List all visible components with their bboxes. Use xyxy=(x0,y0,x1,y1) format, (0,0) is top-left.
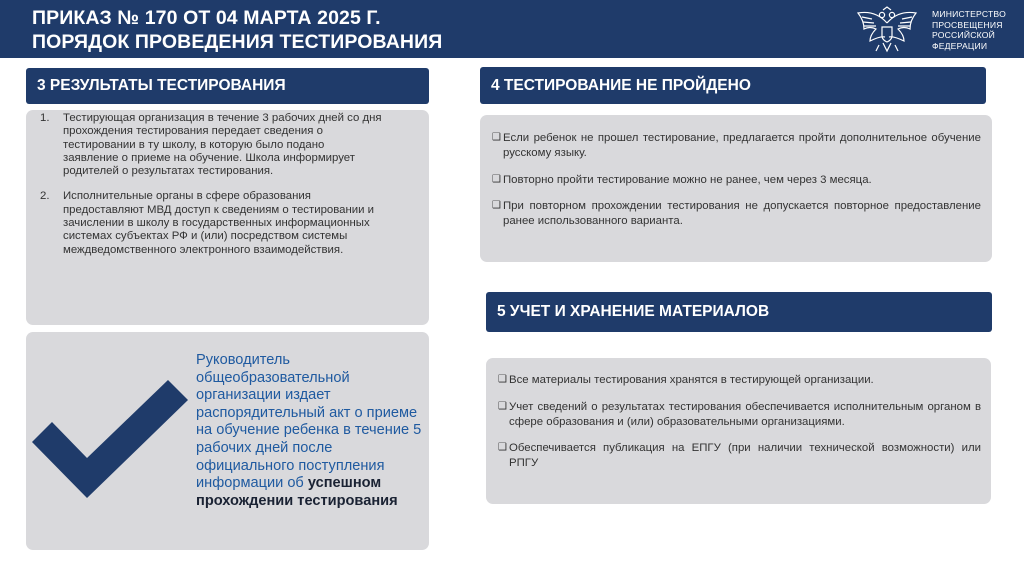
list-item xyxy=(498,441,981,471)
list-item xyxy=(498,373,981,388)
ministry-line-4: ФЕДЕРАЦИИ xyxy=(932,40,988,51)
section-5-title: 5 УЧЕТ И ХРАНЕНИЕ МАТЕРИАЛОВ xyxy=(497,303,770,320)
bullet-text: Все материалы тестирования хранятся в тестирующей организации. xyxy=(509,374,874,386)
section-5-bullet-list xyxy=(498,373,981,471)
director-act-text xyxy=(196,352,426,510)
list-item-number: 2. xyxy=(40,190,50,203)
checkbox-bullet-icon: ❑ xyxy=(498,442,507,454)
ministry-line-3: РОССИЙСКОЙ xyxy=(932,30,995,41)
list-item xyxy=(492,131,981,161)
list-item-text: Тестирующая организация в течение 3 рабочих дней со дня прохождения тестирования передает сведения о тестировании в ту школу, в которую было подано заявление о приеме на обучение. Школа информирует родителей о результатах тестирования. xyxy=(63,112,382,178)
bullet-text: Учет сведений о результатах тестирования обеспечивается исполнительным органом в сфере образования и (или) образовательными организациями. xyxy=(509,400,981,428)
results-list xyxy=(34,112,382,269)
ministry-name xyxy=(932,9,1006,51)
section-3-title: 3 РЕЗУЛЬТАТЫ ТЕСТИРОВАНИЯ xyxy=(37,77,286,94)
checkbox-bullet-icon: ❑ xyxy=(498,374,507,385)
checkbox-bullet-icon: ❑ xyxy=(492,132,501,143)
ministry-line-1: МИНИСТЕРСТВО xyxy=(932,9,1006,19)
list-item xyxy=(498,400,981,430)
header-bar xyxy=(0,0,1024,58)
section-3-results-card xyxy=(26,110,429,325)
ministry-line-2: ПРОСВЕЩЕНИЯ xyxy=(932,19,1003,30)
director-act-text-main: Руководитель общеобразовательной организации издает распорядительный акт о приеме на обучение ребенка в течение 5 рабочих дней после официального поступления информации об xyxy=(196,352,422,492)
title-line-1: ПРИКАЗ № 170 ОТ 04 МАРТА 2025 Г. xyxy=(32,7,381,29)
list-item xyxy=(34,190,382,256)
list-item xyxy=(492,199,981,229)
eagle-emblem-icon xyxy=(852,5,922,55)
checkbox-bullet-icon: ❑ xyxy=(492,200,501,212)
checkbox-bullet-icon: ❑ xyxy=(492,173,501,185)
list-item-text: Исполнительные органы в сфере образования предоставляют МВД доступ к сведениям о тестировании и зачислении в школу в государственных информационных системах субъектах РФ и (или) посредством системы междведомственного электронного взаимодействия. xyxy=(63,190,375,256)
bullet-text: Повторно пройти тестирование можно не ранее, чем через 3 месяца. xyxy=(503,173,872,186)
title-line-2: ПОРЯДОК ПРОВЕДЕНИЯ ТЕСТИРОВАНИЯ xyxy=(32,31,443,53)
bullet-text: Обеспечивается публикация на ЕПГУ (при наличии технической возможности) или РПГУ xyxy=(509,442,981,470)
list-item xyxy=(492,173,981,188)
list-item xyxy=(34,112,382,178)
section-4-header xyxy=(480,67,986,104)
checkbox-bullet-icon: ❑ xyxy=(498,400,507,412)
section-5-card xyxy=(486,358,991,504)
section-4-card xyxy=(480,115,992,262)
section-3-header xyxy=(26,68,429,104)
section-5-header xyxy=(486,292,992,332)
page-title xyxy=(32,6,442,54)
bullet-text: При повторном прохождении тестирования не допускается повторное предоставление ранее использованного варианта. xyxy=(503,200,981,228)
section-4-title: 4 ТЕСТИРОВАНИЕ НЕ ПРОЙДЕНО xyxy=(491,76,751,94)
bullet-text: Если ребенок не прошел тестирование, предлагается пройти дополнительное обучение русскому языку. xyxy=(503,132,981,159)
director-act-text-bold: успешном прохождении тестирования xyxy=(196,475,398,509)
list-item-number: 1. xyxy=(40,112,50,124)
checkmark-icon xyxy=(32,380,188,498)
section-4-bullet-list xyxy=(492,131,981,229)
